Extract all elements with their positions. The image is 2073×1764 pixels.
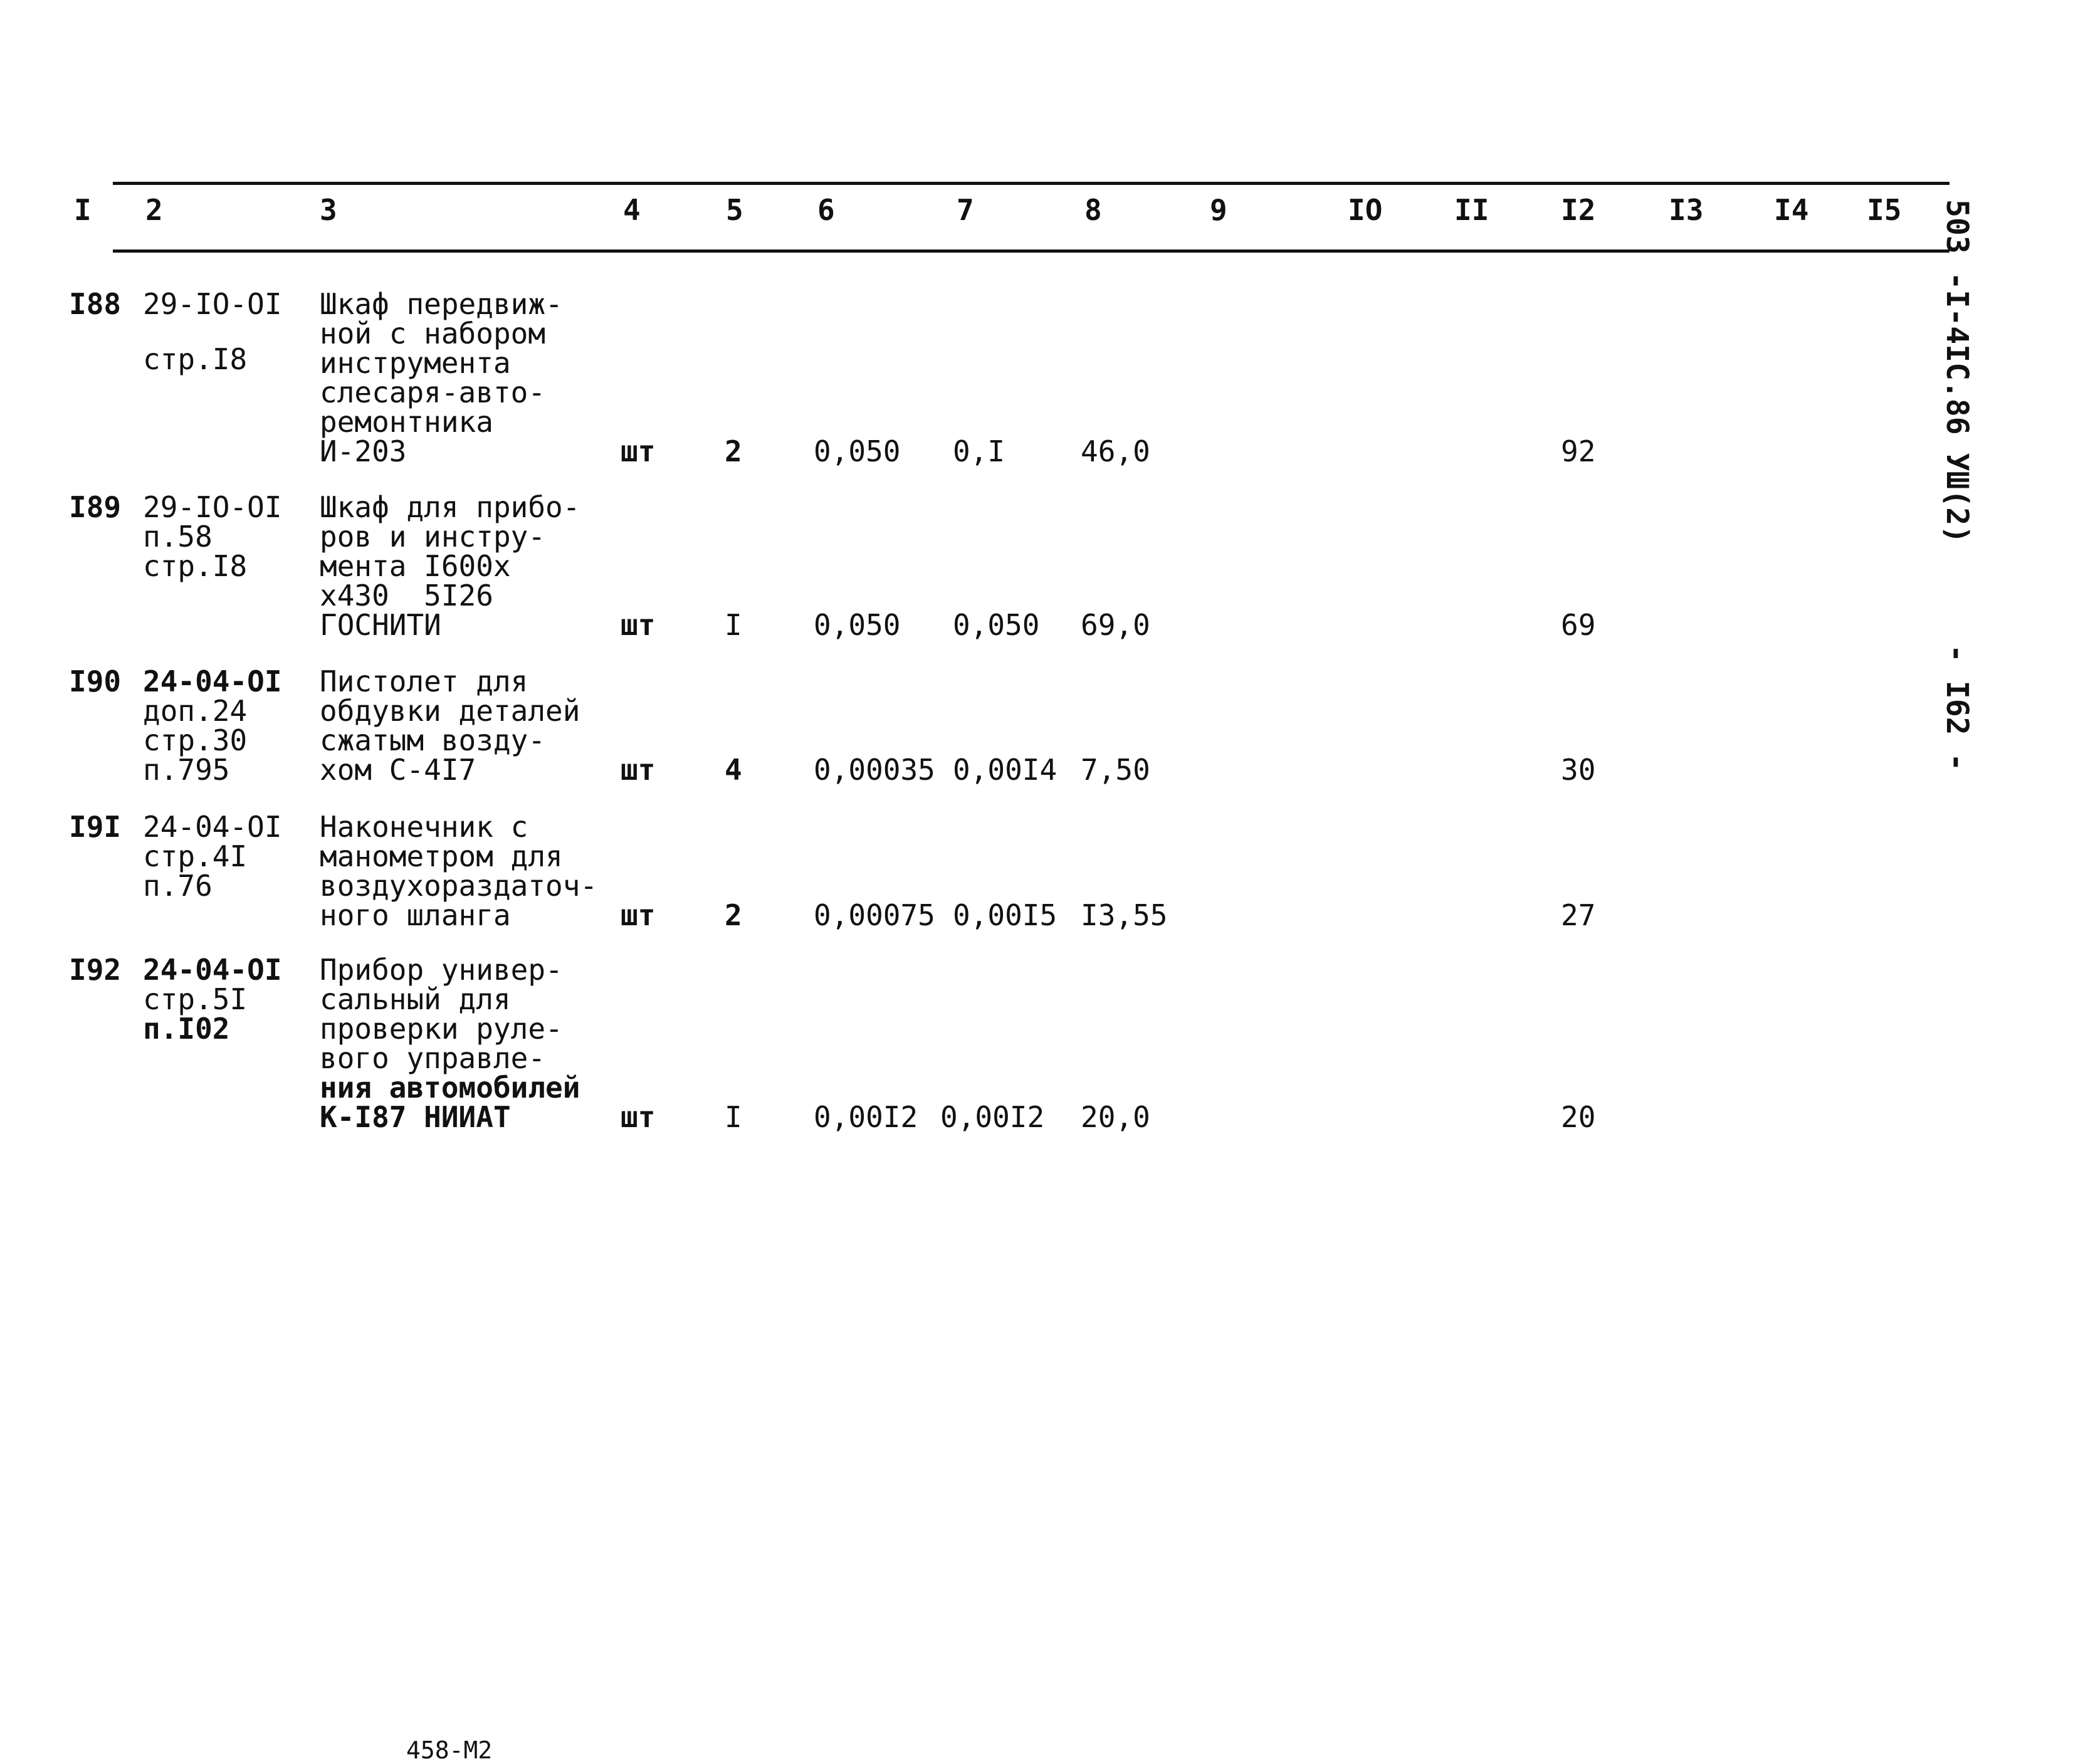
top-table-rule bbox=[113, 182, 1950, 185]
description-line: ров и инстру- bbox=[320, 520, 546, 554]
description-line: ГОСНИТИ bbox=[320, 608, 441, 642]
column-header-11: II bbox=[1454, 193, 1489, 227]
column-12-value: 20 bbox=[1561, 1100, 1596, 1134]
description-line: Шкаф для прибо- bbox=[320, 490, 580, 524]
column-header-10: IO bbox=[1348, 193, 1383, 227]
row-number: I90 bbox=[69, 664, 122, 698]
column-6-value: 0,00035 bbox=[814, 753, 935, 787]
description-line: слесаря-авто- bbox=[320, 375, 546, 409]
reference-code-line: 24-04-OI bbox=[143, 953, 282, 987]
column-header-3: 3 bbox=[320, 193, 337, 227]
column-8-value: I3,55 bbox=[1081, 898, 1168, 932]
column-header-2: 2 bbox=[145, 193, 163, 227]
column-6-value: 0,050 bbox=[814, 434, 901, 468]
description-line: ной с набором bbox=[320, 317, 546, 350]
column-header-9: 9 bbox=[1210, 193, 1227, 227]
column-7-value: 0,00I5 bbox=[953, 898, 1057, 932]
quantity-cell: I bbox=[725, 608, 742, 642]
column-header-8: 8 bbox=[1084, 193, 1102, 227]
reference-page-line: стр.I8 bbox=[143, 342, 248, 376]
reference-code-line: 29-IO-OI bbox=[143, 287, 282, 321]
page-number: - I62 - bbox=[1939, 644, 1975, 772]
column-8-value: 46,0 bbox=[1081, 434, 1150, 468]
document-code-stamp: 503 -I-4IC.86 УШ(2) bbox=[1939, 199, 1975, 544]
description-line: хом С-4I7 bbox=[320, 753, 476, 787]
description-line: х430 5I26 bbox=[320, 579, 493, 612]
column-12-value: 69 bbox=[1561, 608, 1596, 642]
column-7-value: 0,00I2 bbox=[940, 1100, 1045, 1134]
description-line: К-I87 НИИАТ bbox=[320, 1100, 511, 1134]
reference-item-line: п.795 bbox=[143, 753, 230, 787]
description-line: мента I600х bbox=[320, 549, 511, 583]
reference-page-line: стр.I8 bbox=[143, 549, 248, 583]
column-7-value: 0,050 bbox=[953, 608, 1040, 642]
reference-page-line: стр.30 bbox=[143, 723, 248, 757]
description-line: Пистолет для bbox=[320, 664, 528, 698]
reference-page-line: стр.4I bbox=[143, 839, 248, 873]
unit-cell: шт bbox=[621, 608, 656, 642]
description-line: ного шланга bbox=[320, 898, 511, 932]
description-line: сжатым возду- bbox=[320, 723, 546, 757]
description-line: Наконечник с bbox=[320, 810, 528, 844]
table-header-row bbox=[0, 193, 2073, 237]
description-model-note: 458-М2 bbox=[406, 1736, 493, 1764]
unit-cell: шт bbox=[621, 898, 656, 932]
column-header-14: I4 bbox=[1774, 193, 1809, 227]
description-line: Шкаф передвиж- bbox=[320, 287, 563, 321]
quantity-cell: I bbox=[725, 1100, 742, 1134]
column-6-value: 0,00075 bbox=[814, 898, 935, 932]
column-7-value: 0,I bbox=[953, 434, 1005, 468]
row-number: I92 bbox=[69, 953, 122, 987]
unit-cell: шт bbox=[621, 434, 656, 468]
column-7-value: 0,00I4 bbox=[953, 753, 1057, 787]
column-12-value: 30 bbox=[1561, 753, 1596, 787]
row-number: I89 bbox=[69, 490, 122, 524]
column-header-12: I2 bbox=[1561, 193, 1596, 227]
description-line: Прибор универ- bbox=[320, 953, 563, 987]
column-header-7: 7 bbox=[957, 193, 974, 227]
description-line: обдувки деталей bbox=[320, 694, 580, 728]
quantity-cell: 2 bbox=[725, 898, 742, 932]
column-6-value: 0,00I2 bbox=[814, 1100, 918, 1134]
row-number: I88 bbox=[69, 287, 122, 321]
column-8-value: 20,0 bbox=[1081, 1100, 1150, 1134]
description-line: инструмента bbox=[320, 346, 511, 380]
reference-supplement-line: доп.24 bbox=[143, 694, 248, 728]
description-line: И-203 bbox=[320, 434, 407, 468]
quantity-cell: 4 bbox=[725, 753, 742, 787]
description-line: ния автомобилей bbox=[320, 1071, 580, 1105]
description-line: манометром для bbox=[320, 839, 563, 873]
column-header-15: I5 bbox=[1867, 193, 1902, 227]
reference-code-line: 24-04-OI bbox=[143, 664, 282, 698]
header-bottom-rule bbox=[113, 249, 1950, 253]
reference-item-line: п.76 bbox=[143, 869, 213, 903]
description-line: сальный для bbox=[320, 982, 511, 1016]
description-line: воздухораздаточ- bbox=[320, 869, 598, 903]
reference-code-line: 24-04-OI bbox=[143, 810, 282, 844]
reference-item-line: п.58 bbox=[143, 520, 213, 554]
column-header-13: I3 bbox=[1669, 193, 1704, 227]
column-header-1: I bbox=[74, 193, 92, 227]
column-header-6: 6 bbox=[817, 193, 835, 227]
unit-cell: шт bbox=[621, 753, 656, 787]
reference-code-line: 29-IO-OI bbox=[143, 490, 282, 524]
column-header-4: 4 bbox=[623, 193, 641, 227]
column-header-5: 5 bbox=[726, 193, 743, 227]
reference-page-line: стр.5I bbox=[143, 982, 248, 1016]
column-6-value: 0,050 bbox=[814, 608, 901, 642]
unit-cell: шт bbox=[621, 1100, 656, 1134]
description-line: вого управле- bbox=[320, 1041, 546, 1075]
reference-item-line: п.I02 bbox=[143, 1012, 230, 1046]
row-number: I9I bbox=[69, 810, 122, 844]
column-12-value: 27 bbox=[1561, 898, 1596, 932]
column-8-value: 7,50 bbox=[1081, 753, 1150, 787]
column-8-value: 69,0 bbox=[1081, 608, 1150, 642]
description-line: проверки руле- bbox=[320, 1012, 563, 1046]
column-12-value: 92 bbox=[1561, 434, 1596, 468]
description-line: ремонтника bbox=[320, 405, 493, 439]
quantity-cell: 2 bbox=[725, 434, 742, 468]
